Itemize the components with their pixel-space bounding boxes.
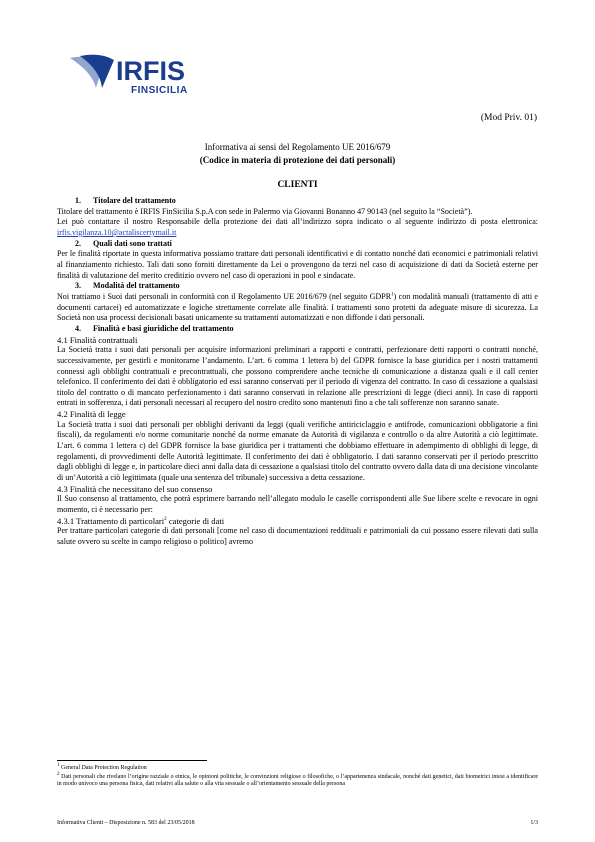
irfis-logo [66, 48, 206, 100]
dpo-email-link[interactable]: irfis.vigilanza.10@actaliscertymail.it [57, 227, 177, 237]
footnote-ref: 2 [164, 516, 167, 522]
footnote-divider [57, 760, 207, 761]
subsection-heading: 4.1 Finalità contrattuali [57, 334, 138, 345]
document-subtitle: (Codice in materia di protezione dei dati personali) [199, 155, 396, 165]
paragraph: La Società tratta i suoi dati personali per obblighi derivanti da leggi (quali verifiche antiriciclaggio e antifrode, comunicazioni obbligatorie a fini fiscali), da regolamenti e/o norme comunitarie nonché da norme emanate da Autorità di vigilanza e controllo o da altre Autorità a ciò legittimate. L’art. 6 comma 1 lettera c) del GDPR fornisce la base giuridica per i trattamenti che dobbiamo effettuare in adempimento di obblighi di legge, di regolamenti, di provvedimenti delle Autorità legittimate. Il conferimento dei dati è obbligatorio. I dati saranno conservati per il periodo prescritto dagli obblighi di legge e, in particolare dieci anni dalla data di cessazione a qualsiasi titolo del contratto ovvero dalla data di una decisione vincolante di un’Autorità a ciò legittimata (quale una sentenza del tribunale) successiva a detta cessazione. [57, 419, 538, 483]
page-number: 1/3 [530, 820, 538, 826]
logo-subbrand: FINSICILIA [131, 85, 188, 96]
section-heading-1: 1. Titolare del trattamento [75, 196, 176, 205]
paragraph: Il Suo consenso al trattamento, che potrà esprimere barrando nell’allegato modulo le caselle corrispondenti alle Sue libere scelte e revocare in ogni momento, ci è necessario per: [57, 494, 538, 515]
paragraph: La Società tratta i suoi dati personali per acquisire informazioni preliminari a rapporti e contratti, perfezionare detti rapporti o contratti nonché, successivamente, per gestirli e monitorarne l’andamento. L’art. 6 comma 1 lettera b) del GDPR fornisce la base giuridica per i nostri trattamenti connessi agli obblighi contrattuali e precontrattuali, che possono comprendere anche tecniche di comunicazione a distanza quali e il call center telefonico. Il conferimento dei dati è obbligatorio ed essi saranno conservati per il periodo di vigenza del contratto. In caso di cessazione a qualsiasi titolo del contratto o di mancato perfezionamento i dati saranno conservati in relazione alle prescrizioni di legge (dieci anni). In caso di rapporti entrati in sofferenza, i dati personali necessari al recupero del nostro credito sono mantenuti fino a che tali sofferenze non saranno sanate. [57, 345, 538, 408]
document-title: Informativa ai sensi del Regolamento UE 2016/679 [204, 142, 391, 152]
footnote-2: $^2$ Dati personali che rivelano l’origine razziale o etnica, le opinioni politiche, le convinzioni religiose o filosofiche, o l’appartenenza sindacale, nonché dati genetici, dati biometrici intesi a identificare in modo univoco una persona fisica, dati relativi alla salute o alla vita sessuale o all’orientamento sessuale della persona [57, 772, 538, 788]
subsection-heading: 4.3 Finalità che necessitano del suo consenso [57, 483, 213, 494]
paragraph: Noi trattiamo i Suoi dati personali in conformità con il Regolamento UE 2016/679 (nel seguito GDPR$^1$) con modalità manuali (trattamento di atti e documenti cartacei) ed automatizzate e logiche strettamente correlate alle finalità. I trattamenti sono protetti da adeguate misure di sicurezza. La Società non usa processi decisionali basati unicamente su trattamenti automatizzati e non diffonde i dati personali. [57, 291, 538, 323]
paragraph: Titolare del trattamento è IRFIS FinSicilia S.p.A con sede in Palermo via Giovanni Bonanno 47 90143 (nel seguito la “Società”). [57, 206, 473, 216]
logo-brand: IRFIS [116, 56, 186, 86]
subsection-heading: 4.3.1 Trattamento di particolari$^2$ categorie di dati [57, 515, 225, 526]
section-heading-4: 4. Finalità e basi giuridiche del trattamento [75, 323, 234, 333]
section-clienti: CLIENTI [277, 180, 318, 190]
document-body [57, 196, 538, 548]
section-heading-3: 3. Modalità del trattamento [75, 281, 180, 291]
footnote-ref: 1 [391, 292, 394, 298]
footer-doc-ref: Informativa Clienti – Disposizione n. 583 del 23/05/2018 [57, 820, 195, 826]
page-footer [57, 820, 538, 826]
paragraph: Per trattare particolari categorie di dati personali [come nel caso di documentazioni reddituali e patrimoniali da cui possano essere rilevati dati sulla salute ovvero su scelte in campo religioso o politico] avremo [57, 526, 538, 546]
paragraph: Lei può contattare il nostro Responsabile della protezione dei dati all’indirizzo sopra indicato o al seguente indirizzo di posta elettronica: irfis.vigilanza.10@actaliscertymail.it [57, 217, 538, 237]
paragraph: Per le finalità riportate in questa informativa possiamo trattare dati personali identificativi e di contatto nonché dati economici e patrimoniali relativi al finanziamento richiesto. Tali dati sono forniti direttamente da Lei o provengono da terzi nel caso di acquisizione di dati da Società esterne per finalità di valutazione del merito creditizio ovvero nel caso di operazioni in pool e sindacate. [57, 249, 538, 280]
subsection-heading: 4.2 Finalità di legge [57, 409, 126, 420]
footnote-1: $^1$ General Data Protection Regulation [57, 763, 147, 771]
module-code: (Mod Priv. 01) [480, 113, 537, 123]
section-heading-2: 2. Quali dati sono trattati [75, 238, 172, 248]
